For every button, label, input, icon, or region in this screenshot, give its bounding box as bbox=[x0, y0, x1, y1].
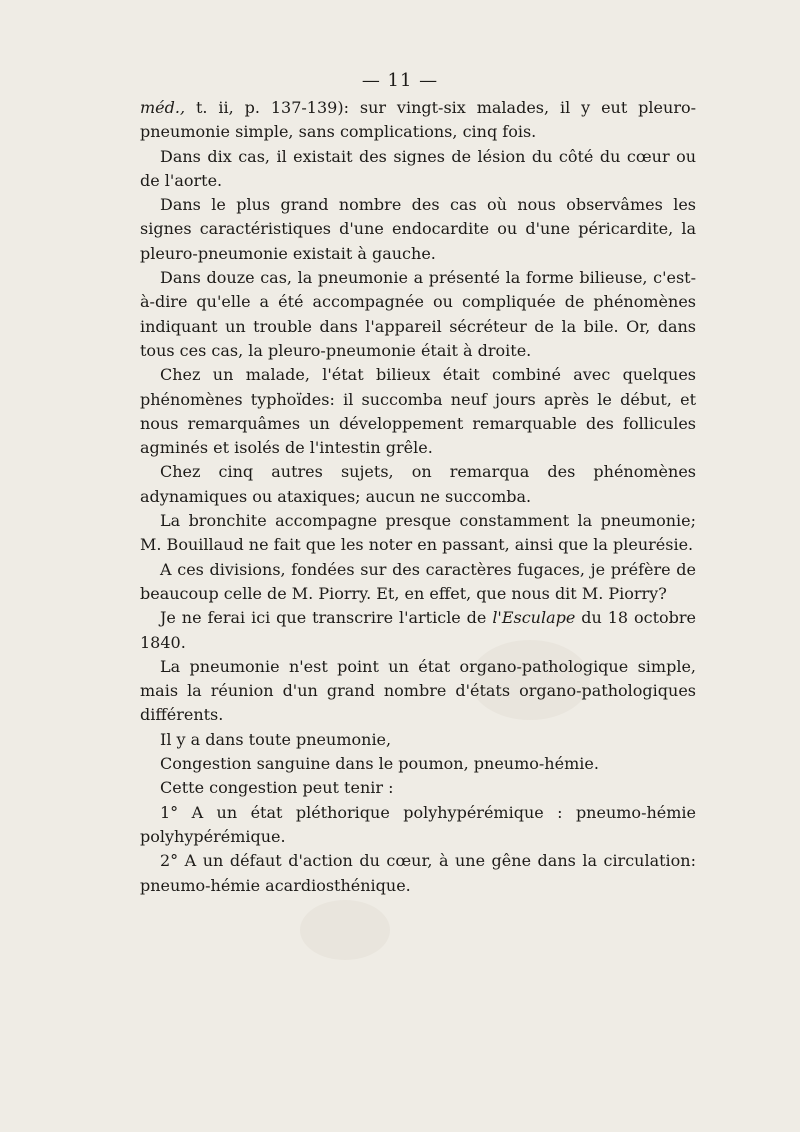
paper-stain bbox=[300, 900, 390, 960]
paragraph: Dans douze cas, la pneumonie a présenté la forme bilieuse, c'est-à-dire qu'elle a été accompagnée ou compliquée de phénomènes indiquant un trouble dans l'appareil sécréteur de la bile. Or, dans tous ces cas, la pleuro-pneumonie était à droite. bbox=[140, 268, 696, 360]
body-text bbox=[140, 96, 696, 898]
paragraph bbox=[140, 606, 696, 655]
paragraph-text: du 18 octobre 1840. bbox=[140, 608, 697, 652]
paragraph: 2° A un défaut d'action du cœur, à une gêne dans la circulation: pneumo-hémie acardiosthénique. bbox=[140, 851, 696, 895]
paragraph: Congestion sanguine dans le poumon, pneumo-hémie. bbox=[160, 754, 599, 774]
paragraph-text: Je ne ferai ici que transcrire l'article de bbox=[160, 608, 493, 628]
paragraph bbox=[140, 96, 696, 145]
paragraph: Il y a dans toute pneumonie, bbox=[160, 729, 392, 749]
paragraph: Chez un malade, l'état bilieux était combiné avec quelques phénomènes typhoïdes: il succomba neuf jours après le début, et nous remarquâmes un développement remarquable des follicules agminés et isolés de l'intestin grêle. bbox=[140, 365, 696, 458]
paragraph: Cette congestion peut tenir : bbox=[160, 778, 394, 798]
citation-abbrev: méd., bbox=[140, 98, 186, 117]
paragraph: Chez cinq autres sujets, on remarqua des phénomènes adynamiques ou ataxiques; aucun ne succomba. bbox=[140, 462, 696, 506]
paragraph: A ces divisions, fondées sur des caractères fugaces, je préfère de beaucoup celle de M. Piorry. Et, en effet, que nous dit M. Piorry? bbox=[140, 559, 696, 603]
page-number: — 11 — bbox=[361, 70, 439, 91]
paragraph-text: t. ii, p. 137-139): sur vingt-six malades, il y eut pleuro-pneumonie simple, sans complications, cinq fois. bbox=[140, 98, 696, 142]
paragraph: 1° A un état pléthorique polyhypérémique : pneumo-hémie polyhypérémique. bbox=[140, 802, 696, 846]
paragraph: La pneumonie n'est point un état organo-pathologique simple, mais la réunion d'un grand nombre d'états organo-pathologiques différents. bbox=[140, 656, 696, 725]
paragraph: Dans dix cas, il existait des signes de lésion du côté du cœur ou de l'aorte. bbox=[140, 146, 696, 190]
paragraph: Dans le plus grand nombre des cas où nous observâmes les signes caractéristiques d'une endocardite ou d'une péricardite, la pleuro-pneumonie existait à gauche. bbox=[140, 195, 696, 263]
paragraph: La bronchite accompagne presque constamment la pneumonie; M. Bouillaud ne fait que les noter en passant, ainsi que la pleurésie. bbox=[140, 511, 696, 555]
journal-title: l'Esculape bbox=[492, 608, 576, 628]
